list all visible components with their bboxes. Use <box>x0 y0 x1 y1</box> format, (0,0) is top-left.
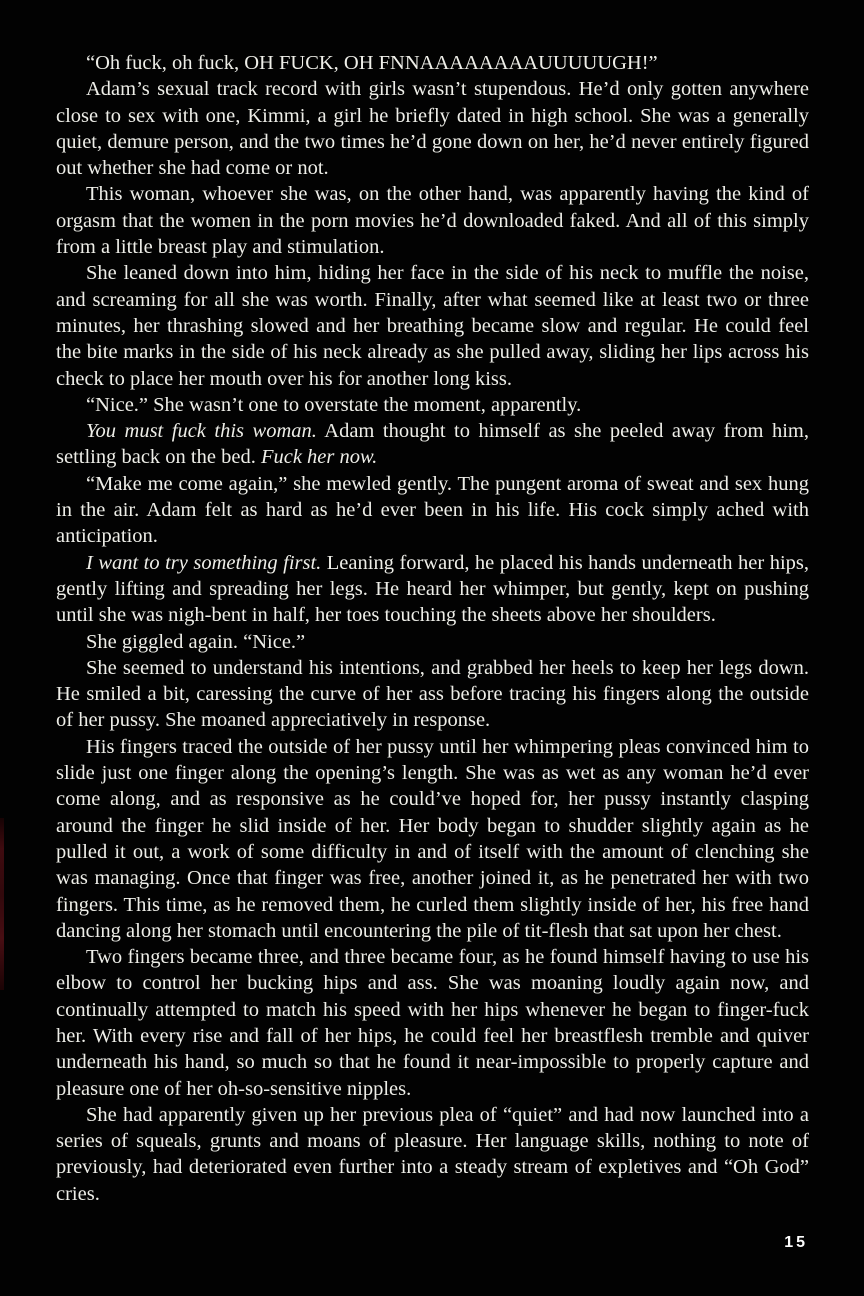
text-run: Adam’s sexual track record with girls wasn’t stupendous. He’d only gotten anywhere close to sex with one, Kimmi, a girl he briefly dated in high school. She was a generally quiet, demure person, and the two times he’d gone down on her, he’d never entirely figured out whether she had come or not. <box>56 78 809 180</box>
paragraph <box>56 471 809 550</box>
text-run: This woman, whoever she was, on the other hand, was apparently having the kind of orgasm that the women in the porn movies he’d downloaded faked. And all of this simply from a little breast play and stimulation. <box>56 183 809 259</box>
scan-artifact-red-strip <box>0 818 4 990</box>
paragraph <box>56 655 809 734</box>
text-run: Two fingers became three, and three became four, as he found himself having to use his elbow to control her bucking hips and ass. She was moaning loudly again now, and continually attempted to match his speed with her hips whenever he began to finger-fuck her. With every rise and fall of her hips, he could feel her breastflesh tremble and quiver underneath his hand, so much so that he found it near-impossible to properly capture and pleasure one of her oh-so-sensitive nipples. <box>56 946 809 1100</box>
text-run: She had apparently given up her previous plea of “quiet” and had now launched into a series of squeals, grunts and moans of pleasure. Her language skills, nothing to note of previously, had deteriorated even further into a steady stream of expletives and “Oh God” cries. <box>56 1103 809 1205</box>
text-run: She seemed to understand his intentions, and grabbed her heels to keep her legs down. He smiled a bit, caressing the curve of her ass before tracing his fingers along the outside of her pussy. She moaned appreciatively in response. <box>56 656 809 732</box>
paragraph <box>56 260 809 391</box>
paragraph <box>56 181 809 260</box>
paragraph <box>56 550 809 629</box>
italic-text-run: I want to try something first. <box>86 551 322 574</box>
text-run: “Make me come again,” she mewled gently. The pungent aroma of sweat and sex hung in the air. Adam felt as hard as he’d ever been in his life. His cock simply ached with anticipation. <box>56 472 809 548</box>
paragraph <box>56 734 809 944</box>
paragraph <box>56 418 809 471</box>
paragraph <box>56 392 809 418</box>
paragraph <box>56 629 809 655</box>
text-run: Leaning forward, he placed his hands underneath her hips, gently lifting and spreading her legs. He heard her whimper, but gently, kept on pushing until she was nigh-bent in half, her toes touching the sheets above her shoulders. <box>56 551 809 627</box>
paragraph <box>56 944 809 1102</box>
italic-text-run: You must fuck this woman. <box>86 420 317 443</box>
text-run: “Oh fuck, oh fuck, OH FUCK, OH FNNAAAAAAAAUUUUUGH!” <box>86 52 658 74</box>
paragraph <box>56 76 809 181</box>
text-run: “Nice.” She wasn’t one to overstate the moment, apparently. <box>86 393 582 416</box>
text-run: His fingers traced the outside of her pussy until her whimpering pleas convinced him to slide just one finger along the opening’s length. She was as wet as any woman he’d ever come along, and as responsive as he could’ve hoped for, her pussy instantly clasping around the finger he slid inside of her. Her body began to shudder slightly again as he pulled it out, a work of some difficulty in and of itself with the amount of clenching she was managing. Once that finger was free, another joined it, as he penetrated her with two fingers. This time, as he removed them, he curled them slightly inside of her, his free hand dancing along her stomach until encountering the pile of tit-flesh that sat upon her chest. <box>56 735 809 942</box>
page-text <box>56 50 809 1207</box>
italic-text-run: Fuck her now. <box>260 446 378 469</box>
text-run: Adam thought to himself as she peeled away from him, settling back on the bed. <box>56 420 809 469</box>
page-number: 15 <box>784 1234 808 1251</box>
paragraph <box>56 50 809 76</box>
paragraph <box>56 1102 809 1207</box>
text-run: She giggled again. “Nice.” <box>86 630 306 653</box>
text-run: She leaned down into him, hiding her face in the side of his neck to muffle the noise, and screaming for all she was worth. Finally, after what seemed like at least two or three minutes, her thrashing slowed and her breathing became slow and regular. He could feel the bite marks in the side of his neck already as she pulled away, sliding her lips across his check to place her mouth over his for another long kiss. <box>56 262 809 390</box>
